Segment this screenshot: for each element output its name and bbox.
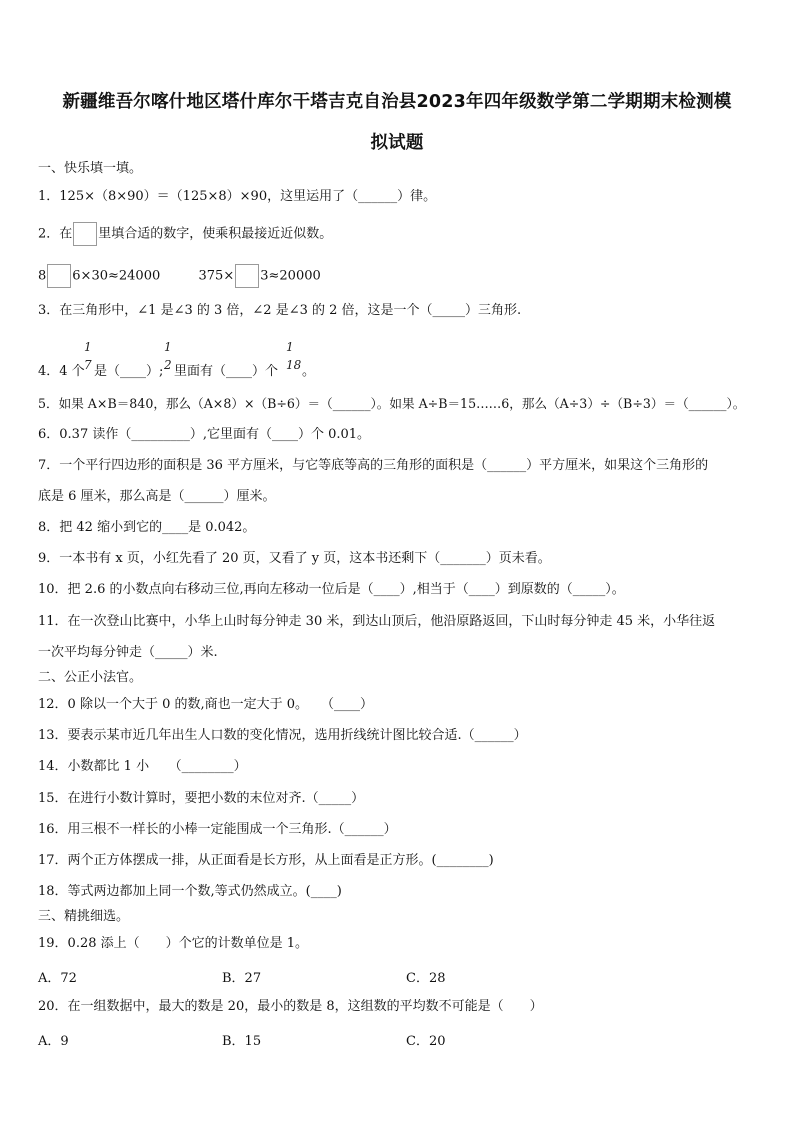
question-13: 13．要表示某市近几年出生人口数的变化情况，选用折线统计图比较合适.（______） xyxy=(38,728,527,743)
eq2-right: 3≈20000 xyxy=(260,268,321,284)
fraction-1-denominator: 7 xyxy=(84,358,92,372)
fraction-3-numerator: 1 xyxy=(286,340,294,354)
question-19-option-a[interactable]: A．72 xyxy=(38,971,77,986)
question-6: 6．0.37 读作（_________）,它里面有（____）个 0.01。 xyxy=(38,427,371,442)
question-18: 18．等式两边都加上同一个数,等式仍然成立。(____) xyxy=(38,884,342,899)
question-16: 16．用三根不一样长的小棒一定能围成一个三角形.（______） xyxy=(38,822,397,837)
question-1: 1．125×（8×90）＝（125×8）×90，这里运用了（______）律。 xyxy=(38,189,437,204)
eq2-answer-box[interactable] xyxy=(235,264,259,288)
question-5: 5．如果 A×B＝840，那么（A×8）×（B÷6）＝（______）。如果 A÷B＝15……6，那么（A÷3）÷（B÷3）＝（______）。 xyxy=(38,396,746,411)
fraction-3-denominator: 18 xyxy=(286,358,302,372)
question-20-option-a[interactable]: A．9 xyxy=(38,1034,69,1049)
eq2-left: 375× xyxy=(198,268,235,284)
question-4-part2: 是（____）; xyxy=(94,364,164,379)
section-heading-fill: 一、快乐填一填。 xyxy=(38,161,143,176)
answer-box[interactable] xyxy=(73,222,97,246)
fraction-2-numerator: 1 xyxy=(164,340,172,354)
question-14: 14．小数都比 1 小 （________） xyxy=(38,759,247,774)
question-11-line2: 一次平均每分钟走（_____）米. xyxy=(38,645,218,660)
fraction-2-denominator: 2 xyxy=(164,358,172,372)
question-3: 3．在三角形中，∠1 是∠3 的 3 倍，∠2 是∠3 的 2 倍，这是一个（_____）三角形. xyxy=(38,303,522,318)
page-title-line1: 新疆维吾尔喀什地区塔什库尔干塔吉克自治县2023年四年级数学第二学期期末检测模 xyxy=(62,92,732,112)
fraction-1-numerator: 1 xyxy=(84,340,92,354)
question-20-option-c[interactable]: C．20 xyxy=(406,1034,446,1049)
question-9: 9．一本书有 x 页，小红先看了 20 页，又看了 y 页，这本书还剩下（_______）页未看。 xyxy=(38,551,551,566)
question-20-option-b[interactable]: B．15 xyxy=(222,1034,262,1049)
section-heading-judge: 二、公正小法官。 xyxy=(38,670,143,685)
question-7-line2: 底是 6 厘米，那么高是（______）厘米。 xyxy=(38,489,276,504)
eq1-right: 6×30≈24000 xyxy=(72,268,161,284)
question-2 xyxy=(38,222,332,246)
question-10: 10．把 2.6 的小数点向右移动三位,再向左移动一位后是（____）,相当于（____）到原数的（_____）。 xyxy=(38,582,625,597)
question-4 xyxy=(38,340,758,380)
eq1-left: 8 xyxy=(38,268,47,284)
question-19-option-b[interactable]: B．27 xyxy=(222,971,262,986)
question-4-part3: 里面有（____）个 xyxy=(174,364,279,379)
question-4-part4: 。 xyxy=(302,364,316,379)
question-19: 19．0.28 添上（ ）个它的计数单位是 1。 xyxy=(38,936,309,951)
question-20: 20．在一组数据中，最大的数是 20，最小的数是 8，这组数的平均数不可能是（ ） xyxy=(38,999,543,1014)
question-2-after: 里填合适的数字，使乘积最接近近似数。 xyxy=(98,226,333,242)
question-2-equations xyxy=(38,264,321,288)
question-4-part1: 4．4 个 xyxy=(38,364,85,379)
page-title-line2: 拟试题 xyxy=(370,133,424,153)
question-15: 15．在进行小数计算时，要把小数的末位对齐.（_____） xyxy=(38,791,365,806)
question-2-before: 2．在 xyxy=(38,226,73,242)
question-19-option-c[interactable]: C．28 xyxy=(406,971,446,986)
question-17: 17．两个正方体摆成一排，从正面看是长方形，从上面看是正方形。(________) xyxy=(38,853,494,868)
question-8: 8．把 42 缩小到它的____是 0.042。 xyxy=(38,520,256,535)
question-12: 12．0 除以一个大于 0 的数,商也一定大于 0。 （____） xyxy=(38,697,374,712)
question-7-line1: 7．一个平行四边形的面积是 36 平方厘米，与它等底等高的三角形的面积是（______）平方厘米，如果这个三角形的 xyxy=(38,458,709,473)
section-heading-choice: 三、精挑细选。 xyxy=(38,909,130,924)
question-11-line1: 11．在一次登山比赛中，小华上山时每分钟走 30 米，到达山顶后，他沿原路返回，下山时每分钟走 45 米，小华往返 xyxy=(38,614,716,629)
eq1-answer-box[interactable] xyxy=(47,264,71,288)
